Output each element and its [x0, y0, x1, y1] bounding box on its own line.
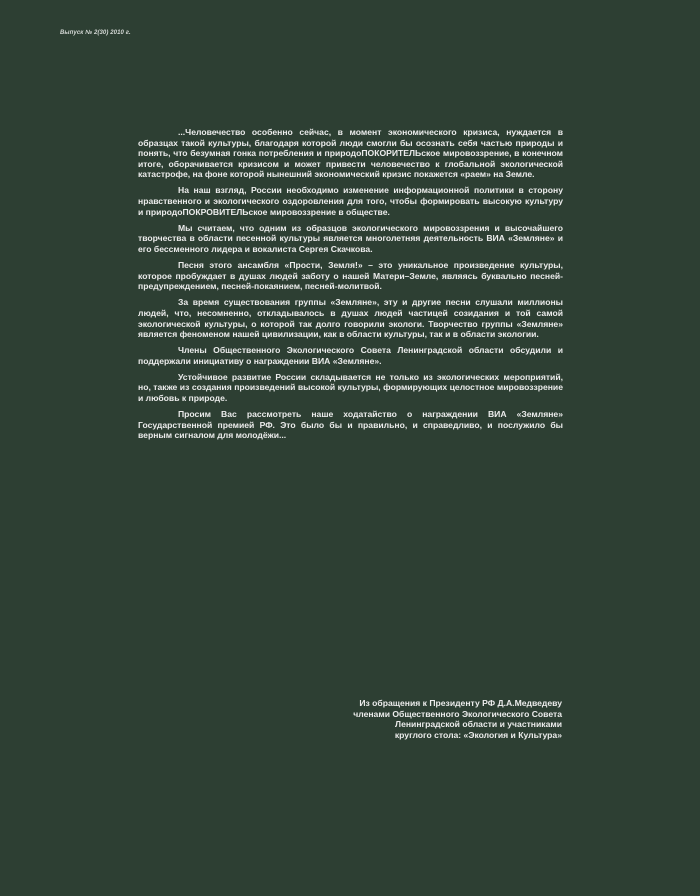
paragraph: За время существования группы «Земляне», эту и другие песни слушали миллионы людей, что, несомненно, откладывалось в душах людей частицей созидания и той самой экологической культуры, о которой так долго говорили экологи. Творчество группы «Земляне» является феноменом нашей цивилизации, как в области культуры, так и в области экологии.: [138, 297, 563, 340]
paragraph: На наш взгляд, России необходимо изменение информационной политики в сторону нравственного и экологического оздоровления для того, чтобы формировать высокую культуру и природоПОКРОВИТЕЛЬское мировоззрение в обществе.: [138, 185, 563, 217]
paragraph: ...Человечество особенно сейчас, в момент экономического кризиса, нуждается в образцах такой культуры, благодаря которой люди смогли бы осознать себя частью природы и понять, что безумная гонка потребления и природоПОКОРИТЕЛЬское мировоззрение, в конечном итоге, оборачивается кризисом и может привести человечество к глобальной экологической катастрофе, на фоне которой нынешний экономический кризис покажется «раем» на Земле.: [138, 127, 563, 180]
paragraph: Мы считаем, что одним из образцов экологического мировоззрения и высочайшего творчества в области песенной культуры является многолетняя деятельность ВИА «Земляне» и его бессменного лидера и вокалиста Сергея Скачкова.: [138, 222, 563, 254]
signature-line: членами Общественного Экологического Совета: [353, 708, 562, 719]
issue-label: Выпуск № 2(30) 2010 г.: [60, 30, 131, 36]
paragraph: Песня этого ансамбля «Прости, Земля!» – это уникальное произведение культуры, которое пробуждает в душах людей заботу о нашей Матери–Земле, являясь буквально песней-предупреждением, песней-покаянием, песней-молитвой.: [138, 260, 563, 292]
signature-line: Из обращения к Президенту РФ Д.А.Медведеву: [359, 698, 562, 708]
signature-line: Ленинградской области и участниками: [395, 719, 562, 730]
paragraph: Устойчивое развитие России складывается не только из экологических мероприятий, но, также из создания произведений высокой культуры, формирующих целостное мировоззрение и любовь к природе.: [138, 371, 563, 404]
signature-line: круглого стола: «Экология и Культура»: [394, 729, 562, 740]
paragraph: Просим Вас рассмотреть наше ходатайство о награждении ВИА «Земляне» Государственной премией РФ. Это было бы и правильно, и справедливо, и послужило бы верным сигналом для молодёжи...: [138, 409, 563, 441]
signature-block: [262, 698, 562, 740]
paragraph: Члены Общественного Экологического Совета Ленинградской области обсудили и поддержали инициативу о награждении ВИА «Земляне».: [138, 345, 563, 366]
article-body: [138, 127, 563, 446]
